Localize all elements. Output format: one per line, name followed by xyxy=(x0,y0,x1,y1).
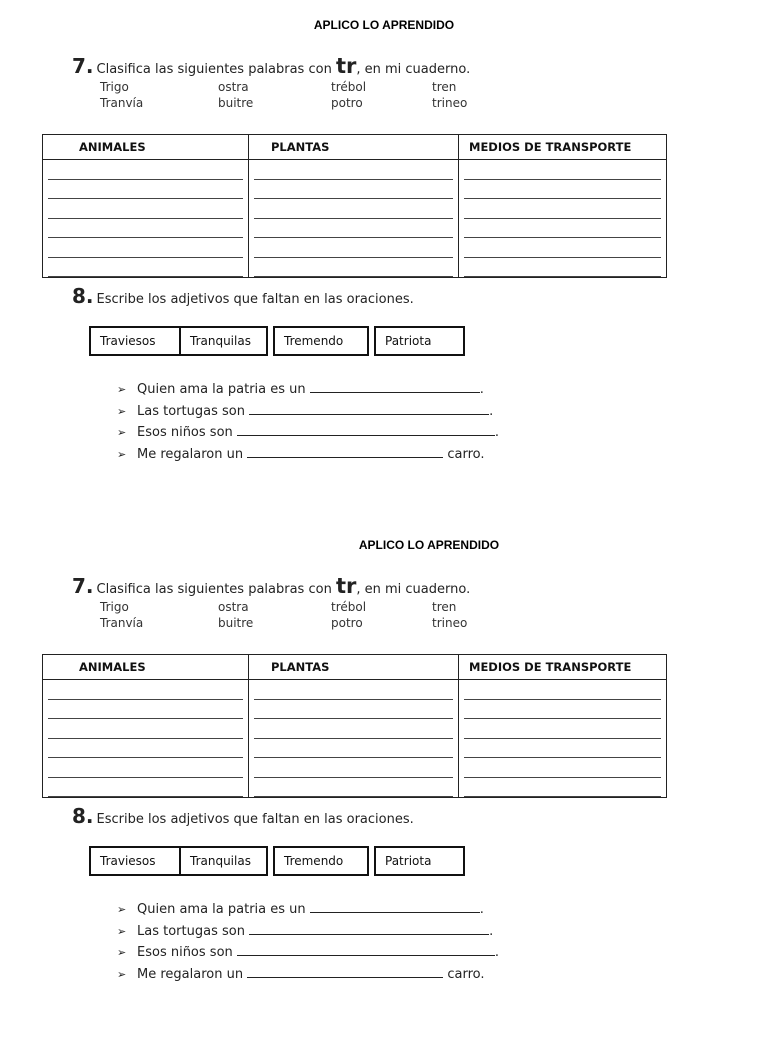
word-item: ostra xyxy=(218,80,249,94)
word-bank-item: Tremendo xyxy=(273,846,369,876)
sentence-ending: carro. xyxy=(447,446,485,462)
arrow-bullet-icon: ➢ xyxy=(117,447,127,461)
writing-area-animales[interactable] xyxy=(43,160,249,278)
exercise-number: 8. xyxy=(72,284,94,308)
answer-blank[interactable] xyxy=(247,965,443,978)
sentence-text: Esos niños son xyxy=(137,945,233,960)
word-bank-item: Tranquilas xyxy=(179,326,268,356)
sentence-ending: . xyxy=(479,382,484,397)
exercise-8-heading xyxy=(72,804,414,828)
sentence-text: Quien ama la patria es un xyxy=(137,382,306,397)
word-list xyxy=(100,80,500,114)
word-item: potro xyxy=(331,616,363,630)
sentence-ending: . xyxy=(489,403,494,419)
arrow-bullet-icon: ➢ xyxy=(117,946,127,959)
word-bank-item: Tremendo xyxy=(273,326,369,356)
writing-area-plantas[interactable] xyxy=(249,680,459,798)
sentence-text: Esos niños son xyxy=(137,425,233,440)
instruction-text: Clasifica las siguientes palabras con xyxy=(96,62,336,77)
answer-blank[interactable] xyxy=(310,900,480,913)
instruction-text-end: , en mi cuaderno. xyxy=(356,62,471,77)
arrow-bullet-icon: ➢ xyxy=(117,404,127,418)
word-bank xyxy=(89,326,465,356)
writing-area-plantas[interactable] xyxy=(249,160,459,278)
sentence-text: Me regalaron un xyxy=(137,446,244,462)
word-item: buitre xyxy=(218,616,254,630)
classification-table xyxy=(42,654,667,798)
highlight-syllable: tr xyxy=(335,54,357,78)
exercise-8-heading xyxy=(72,284,414,308)
sentence-ending: carro. xyxy=(447,966,485,982)
exercise-number: 7. xyxy=(72,54,94,78)
answer-blank[interactable] xyxy=(249,402,489,415)
sentence-ending: . xyxy=(479,902,484,917)
writing-area-transporte[interactable] xyxy=(459,160,667,278)
writing-area-transporte[interactable] xyxy=(459,680,667,798)
word-item: Trigo xyxy=(100,600,129,614)
word-item: potro xyxy=(331,96,363,110)
column-header-animales: ANIMALES xyxy=(43,655,249,680)
sentence-text: Quien ama la patria es un xyxy=(137,902,306,917)
word-item: tren xyxy=(432,600,457,614)
word-item: Tranvía xyxy=(100,616,144,630)
sentence-item xyxy=(117,943,499,965)
writing-area-animales[interactable] xyxy=(43,680,249,798)
arrow-bullet-icon: ➢ xyxy=(117,903,127,916)
arrow-bullet-icon: ➢ xyxy=(117,426,127,439)
instruction-text-end: , en mi cuaderno. xyxy=(356,582,471,597)
word-item: buitre xyxy=(218,96,254,110)
word-bank xyxy=(89,846,465,876)
column-header-plantas: PLANTAS xyxy=(249,135,459,160)
exercise-number: 7. xyxy=(72,574,94,598)
instruction-text: Escribe los adjetivos que faltan en las oraciones. xyxy=(96,812,414,827)
column-header-animales: ANIMALES xyxy=(43,135,249,160)
worksheet-title: APLICO LO APRENDIDO xyxy=(313,18,455,32)
sentence-item xyxy=(117,965,499,987)
arrow-bullet-icon: ➢ xyxy=(117,967,127,981)
arrow-bullet-icon: ➢ xyxy=(117,924,127,938)
exercise-number: 8. xyxy=(72,804,94,828)
column-header-transporte: MEDIOS DE TRANSPORTE xyxy=(459,135,667,160)
sentence-ending: . xyxy=(494,945,500,960)
sentence-item xyxy=(117,922,499,944)
classification-table xyxy=(42,134,667,278)
answer-blank[interactable] xyxy=(247,445,443,458)
answer-blank[interactable] xyxy=(310,380,480,393)
word-item: Trigo xyxy=(100,80,129,94)
column-header-transporte: MEDIOS DE TRANSPORTE xyxy=(459,655,667,680)
word-item: ostra xyxy=(218,600,249,614)
word-item: Tranvía xyxy=(100,96,144,110)
worksheet-1 xyxy=(0,18,768,518)
exercise-7-heading xyxy=(72,54,470,78)
instruction-text: Clasifica las siguientes palabras con xyxy=(96,582,336,597)
sentence-item xyxy=(117,900,499,922)
sentence-text: Las tortugas son xyxy=(137,923,245,939)
word-item: trébol xyxy=(331,600,367,614)
instruction-text: Escribe los adjetivos que faltan en las oraciones. xyxy=(96,292,414,307)
sentence-item xyxy=(117,402,499,424)
sentence-ending: . xyxy=(489,923,494,939)
word-bank-item: Patriota xyxy=(374,326,465,356)
sentence-item xyxy=(117,423,499,445)
word-bank-item: Traviesos xyxy=(89,326,181,356)
answer-blank[interactable] xyxy=(249,922,489,935)
worksheet-title: APLICO LO APRENDIDO xyxy=(358,538,500,552)
sentence-item xyxy=(117,445,499,467)
sentence-list xyxy=(117,900,499,986)
column-header-plantas: PLANTAS xyxy=(249,655,459,680)
answer-blank[interactable] xyxy=(237,943,495,956)
word-item: trineo xyxy=(432,96,468,110)
arrow-bullet-icon: ➢ xyxy=(117,383,127,396)
sentence-item xyxy=(117,380,499,402)
exercise-7-heading xyxy=(72,574,470,598)
word-bank-item: Patriota xyxy=(374,846,465,876)
word-list xyxy=(100,600,500,634)
word-bank-item: Traviesos xyxy=(89,846,181,876)
worksheet-2 xyxy=(0,538,768,1038)
sentence-ending: . xyxy=(494,425,500,440)
highlight-syllable: tr xyxy=(335,574,357,598)
word-item: trineo xyxy=(432,616,468,630)
word-item: trébol xyxy=(331,80,367,94)
sentence-list xyxy=(117,380,499,466)
answer-blank[interactable] xyxy=(237,423,495,436)
word-item: tren xyxy=(432,80,457,94)
word-bank-item: Tranquilas xyxy=(179,846,268,876)
sentence-text: Las tortugas son xyxy=(137,403,245,419)
sentence-text: Me regalaron un xyxy=(137,966,244,982)
